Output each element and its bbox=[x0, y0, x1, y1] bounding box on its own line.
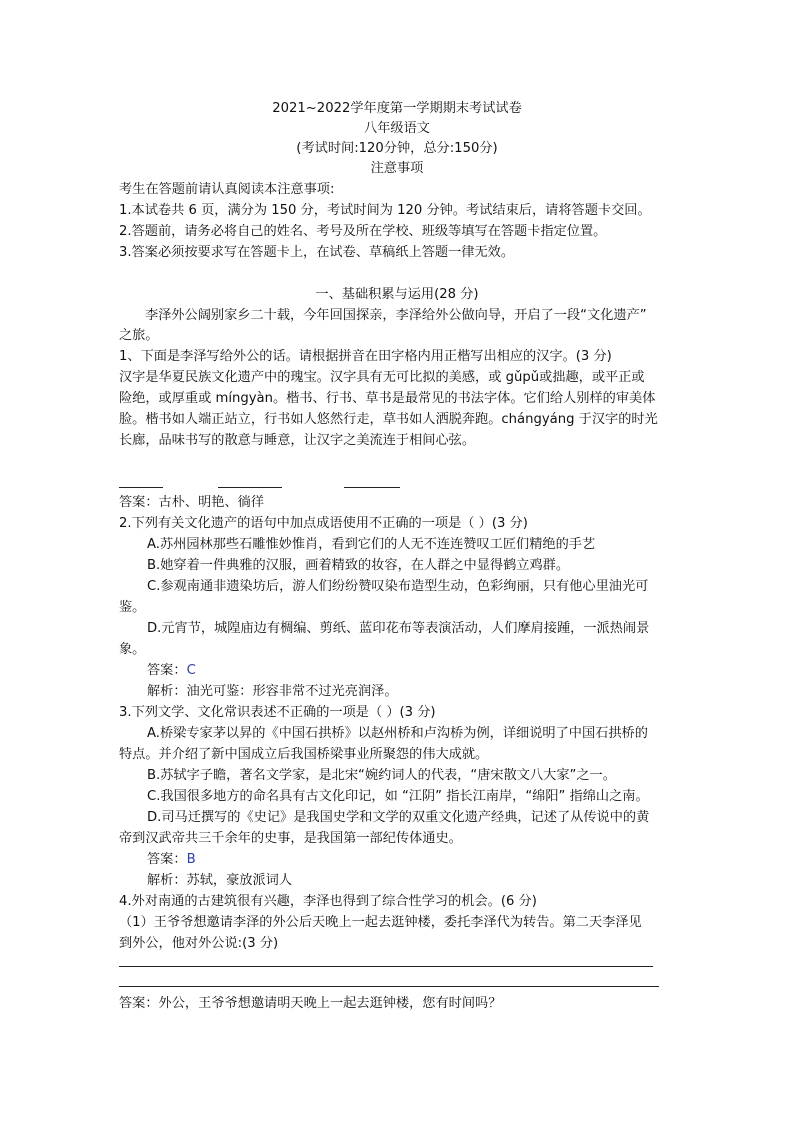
q3-analysis: 解析：苏轼，豪放派词人 bbox=[147, 873, 293, 888]
question-1: 1、下面是李泽写给外公的话。请根据拼音在田字格内用正楷写出相应的汉字。(3 分) bbox=[119, 349, 612, 364]
grade-subject: 八年级语文 bbox=[364, 121, 430, 136]
notice-item: 3.答案必须按要求写在答题卡上，在试卷、草稿纸上答题一律无效。 bbox=[119, 245, 515, 260]
q2-option-c: C.参观南通非遗染坊后，游人们纷纷赞叹染布造型生动，色彩绚丽，只有他心里油光可 bbox=[147, 579, 649, 594]
answer-line-2[interactable] bbox=[119, 986, 659, 987]
q3-option-c: C.我国很多地方的命名具有古文化印记，如 “江阴” 指长江南岸，“绵阳” 指绵山之南。 bbox=[147, 789, 649, 804]
q1-answer: 答案：古朴、明艳、徜徉 bbox=[119, 495, 265, 510]
q3-answer-label: 答案： bbox=[147, 852, 187, 867]
q3-option-a-cont: 特点。并介绍了新中国成立后我国桥梁事业所聚怨的伟大成就。 bbox=[119, 747, 489, 762]
q3-option-d-cont: 帝到汉武帝共三千余年的史事，是我国第一部纪传体通史。 bbox=[119, 831, 462, 846]
section-intro-line: 李泽外公阔别家乡二十载，今年回国探亲，李泽给外公做向导，开启了一段“文化遗产” bbox=[145, 308, 647, 323]
q2-answer bbox=[147, 661, 196, 681]
section-heading: 一、基础积累与运用(28 分) bbox=[315, 287, 479, 302]
answer-blank-3[interactable] bbox=[344, 487, 400, 488]
exam-title: 2021~2022学年度第一学期期末考试试卷 bbox=[272, 101, 522, 116]
q3-answer bbox=[147, 850, 196, 870]
q2-answer-value: C bbox=[186, 663, 196, 678]
q1-passage-line: 汉字是华夏民族文化遗产中的瑰宝。汉字具有无可比拟的美感，或 gǔpǔ或拙趣，或平正或 bbox=[119, 370, 645, 385]
notice-item: 2.答题前，请务必将自己的姓名、考号及所在学校、班级等填写在答题卡指定位置。 bbox=[119, 224, 607, 239]
q1-passage-line: 脸。楷书如人端正站立，行书如人悠然行走，草书如人洒脱奔跑。chángyáng 于汉字的时光 bbox=[119, 412, 658, 427]
section-intro-line: 之旅。 bbox=[119, 328, 159, 343]
notice-intro: 考生在答题前请认真阅读本注意事项: bbox=[119, 182, 335, 197]
question-3: 3.下列文学、文化常识表述不正确的一项是（ ）(3 分) bbox=[119, 705, 436, 720]
q2-answer-label: 答案： bbox=[147, 663, 187, 678]
q1-passage-line: 长廊，品味书写的散意与睡意，让汉字之美流连于相间心弦。 bbox=[119, 433, 476, 448]
notice-item: 1.本试卷共 6 页，满分为 150 分，考试时间为 120 分钟。考试结束后，请将答题卡交回。 bbox=[119, 203, 651, 218]
q4-sub1-line: （1）王爷爷想邀请李泽的外公后天晚上一起去逛钟楼，委托李泽代为转告。第二天李泽见 bbox=[119, 915, 642, 930]
answer-line-1[interactable] bbox=[119, 966, 653, 967]
q3-option-b: B.苏轼字子瞻，著名文学家，是北宋“婉约词人的代表，“唐宋散文八大家”之一。 bbox=[147, 768, 616, 783]
q2-option-a: A.苏州园林那些石雕惟妙惟肖，看到它们的人无不连连赞叹工匠们精绝的手艺 bbox=[147, 537, 596, 552]
q2-option-c-cont: 鉴。 bbox=[119, 600, 146, 615]
question-4: 4.外对南通的古建筑很有兴趣，李泽也得到了综合性学习的机会。(6 分) bbox=[119, 894, 537, 909]
answer-blank-1[interactable] bbox=[119, 487, 163, 488]
q4-answer: 答案：外公，王爷爷想邀请明天晚上一起去逛钟楼，您有时间吗？ bbox=[119, 996, 502, 1011]
q2-option-b: B.她穿着一件典雅的汉服，画着精致的妆容，在人群之中显得鹤立鸡群。 bbox=[147, 558, 570, 573]
q3-option-a: A.桥梁专家茅以昇的《中国石拱桥》以赵州桥和卢沟桥为例，详细说明了中国石拱桥的 bbox=[147, 726, 648, 741]
q2-option-d-cont: 象。 bbox=[119, 642, 146, 657]
q2-option-d: D.元宵节，城隍庙边有椆编、剪纸、蓝印花布等表演活动，人们摩肩接踵，一派热闹景 bbox=[147, 621, 650, 636]
answer-blank-2[interactable] bbox=[218, 487, 282, 488]
q1-passage-line: 险绝，或厚重或 míngyàn。楷书、行书、草书是最常见的书法字体。它们给人别样的审美体 bbox=[119, 391, 656, 406]
q3-answer-value: B bbox=[186, 852, 196, 867]
q4-sub1-line: 到外公，他对外公说:(3 分) bbox=[119, 936, 279, 951]
question-2: 2.下列有关文化遗产的语句中加点成语使用不正确的一项是（ ）(3 分) bbox=[119, 516, 528, 531]
notice-heading: 注意事项 bbox=[370, 161, 424, 176]
exam-time-info: (考试时间:120分钟，总分:150分) bbox=[296, 141, 498, 156]
q3-option-d: D.司马迁撰写的《史记》是我国史学和文学的双重文化遗产经典，记述了从传说中的黄 bbox=[147, 810, 650, 825]
q2-analysis: 解析：油光可鉴：形容非常不过光亮润泽。 bbox=[147, 684, 398, 699]
